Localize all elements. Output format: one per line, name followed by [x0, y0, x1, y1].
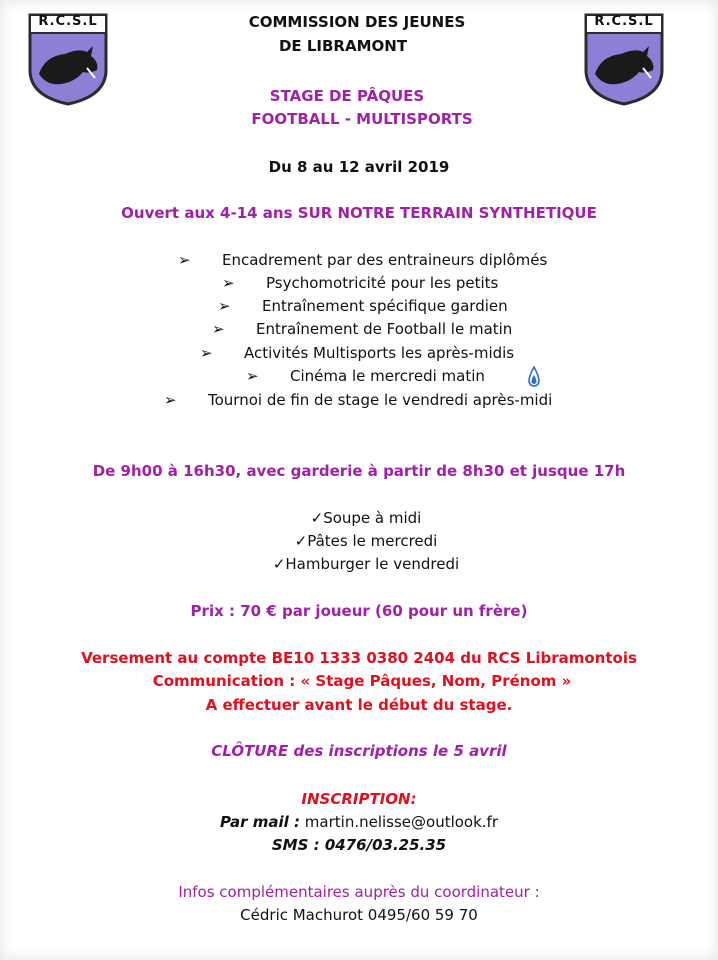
bullet-arrow-icon: ➢ — [212, 320, 225, 338]
open-to: Ouvert aux 4-14 ans SUR NOTRE TERRAIN SYNTHETIQUE — [121, 204, 597, 222]
header-line-2: DE LIBRAMONT — [278, 37, 408, 55]
title-line-1: STAGE DE PÂQUES — [269, 87, 425, 105]
meal-item: ✓Pâtes le mercredi — [294, 532, 438, 550]
bullet-arrow-icon: ➢ — [222, 274, 235, 292]
title-line-2: FOOTBALL - MULTISPORTS — [251, 110, 473, 128]
bullet-arrow-icon: ➢ — [178, 251, 191, 269]
mail-link[interactable]: martin.nelisse@outlook.fr — [304, 813, 499, 831]
payment-line-3: A effectuer avant le début du stage. — [205, 696, 513, 714]
crest-text-right: R.C.S.L — [594, 14, 654, 29]
meal-item: ✓Soupe à midi — [310, 509, 422, 527]
payment-line-2: Communication : « Stage Pâques, Nom, Prénom » — [152, 672, 572, 690]
inscription-sms: SMS : 0476/03.25.35 — [271, 836, 447, 854]
crest-text-left: R.C.S.L — [38, 14, 98, 29]
mail-label: Par mail : — [219, 813, 301, 831]
list-item: Tournoi de fin de stage le vendredi après-midi — [208, 391, 553, 409]
hours: De 9h00 à 16h30, avec garderie à partir de 8h30 et jusque 17h — [92, 462, 626, 480]
price: Prix : 70 € par joueur (60 pour un frère) — [190, 602, 528, 620]
bullet-arrow-icon: ➢ — [164, 391, 177, 409]
info-line-1: Infos complémentaires auprès du coordinateur : — [178, 883, 540, 901]
list-item: Cinéma le mercredi matin — [290, 367, 485, 385]
list-item: Entraînement spécifique gardien — [262, 297, 508, 315]
bullet-arrow-icon: ➢ — [200, 344, 213, 362]
list-item: Psychomotricité pour les petits — [266, 274, 499, 292]
bullet-arrow-icon: ➢ — [218, 297, 231, 315]
header-line-1: COMMISSION DES JEUNES — [248, 13, 466, 31]
water-drop-icon — [527, 366, 541, 388]
coordinator-contact: Cédric Machurot 0495/60 59 70 — [240, 906, 478, 924]
inscription-mail — [0, 812, 718, 832]
bullet-arrow-icon: ➢ — [246, 367, 259, 385]
list-item: Activités Multisports les après-midis — [244, 344, 515, 362]
closing-date: CLÔTURE des inscriptions le 5 avril — [211, 742, 507, 760]
list-item: Encadrement par des entraineurs diplômés — [222, 251, 548, 269]
inscription-heading: INSCRIPTION: — [301, 790, 417, 808]
meal-item: ✓Hamburger le vendredi — [272, 555, 460, 573]
dates: Du 8 au 12 avril 2019 — [268, 158, 450, 176]
list-item: Entraînement de Football le matin — [256, 320, 513, 338]
payment-line-1: Versement au compte BE10 1333 0380 2404 du RCS Libramontois — [81, 649, 637, 667]
